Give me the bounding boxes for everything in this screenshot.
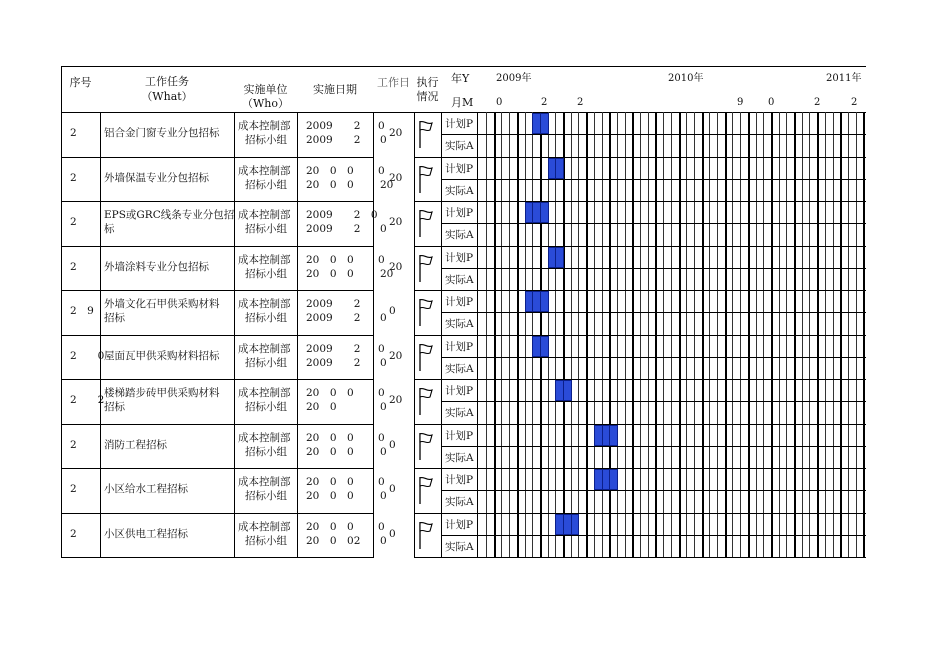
- actual-label: 实际A: [445, 496, 474, 509]
- plan-label: 计划P: [445, 251, 474, 264]
- row-workday: 0: [389, 483, 396, 496]
- plan-bar-segment: [532, 291, 533, 312]
- plan-bar-segment: [563, 514, 564, 535]
- row-task: 招标: [104, 401, 125, 414]
- row-workday: 20: [389, 171, 403, 184]
- unit-header-en: （Who）: [241, 97, 289, 110]
- plan-bar: [525, 202, 549, 223]
- row-border: [414, 157, 866, 158]
- row-seq: 2: [70, 527, 77, 540]
- row-date: 2009 2: [306, 120, 361, 133]
- row-wd-extra: 0: [380, 356, 387, 369]
- plan-bar-segment: [540, 202, 541, 223]
- row-seq: 2 0: [70, 349, 105, 362]
- actual-label: 实际A: [445, 273, 474, 286]
- plan-bar-segment: [540, 113, 541, 134]
- row-task: 屋面瓦甲供采购材料招标: [104, 349, 220, 362]
- row-unit: 招标小组: [245, 445, 287, 458]
- row-mid-border: [441, 179, 866, 180]
- row-workday: 20: [389, 127, 403, 140]
- row-date: 2009 2: [306, 312, 361, 325]
- row-border: [61, 513, 374, 514]
- plan-label: 计划P: [445, 118, 474, 130]
- row-date: 2009 2: [306, 223, 361, 236]
- row-date: 20 0 0: [306, 178, 354, 191]
- row-seq: 2 2: [70, 394, 105, 407]
- row-wd-extra: 0: [380, 490, 387, 503]
- flag-icon: [418, 119, 434, 149]
- month-cell: 2: [851, 97, 858, 108]
- row-wd-extra: 0: [378, 120, 385, 133]
- row-date: 20 0 0: [306, 267, 354, 280]
- plan-label: 计划P: [445, 296, 474, 308]
- row-border: [61, 201, 374, 202]
- row-wd-extra: 0: [380, 534, 387, 547]
- row-date: 20 0 0: [306, 445, 354, 458]
- plan-bar-segment: [563, 380, 564, 401]
- plan-bar: [548, 247, 564, 268]
- row-unit: 招标小组: [245, 134, 287, 147]
- row-task: 标: [104, 223, 115, 236]
- row-unit: 成本控制部: [238, 253, 291, 266]
- row-date: 20 0 0: [306, 431, 354, 444]
- row-unit: 招标小组: [245, 356, 287, 369]
- header-bottom-border: [61, 112, 866, 113]
- row-task: EPS或GRC线条专业分包招: [104, 209, 235, 222]
- row-wd-extra: 20: [380, 267, 394, 280]
- row-mid-border: [441, 134, 866, 135]
- row-border: [61, 157, 374, 158]
- row-unit: 成本控制部: [238, 298, 291, 311]
- row-workday: 0: [389, 305, 396, 318]
- row-unit: 招标小组: [245, 312, 287, 325]
- row-border: [414, 468, 866, 469]
- row-wd-extra: 0: [378, 253, 385, 266]
- row-date: 20 0 0: [306, 520, 354, 533]
- status-header-2: 情况: [416, 90, 439, 103]
- actual-label: 实际A: [445, 540, 474, 553]
- row-unit: 成本控制部: [238, 520, 291, 533]
- row-wd-extra: 0: [380, 445, 387, 458]
- row-unit: 招标小组: [245, 267, 287, 280]
- month-cell: 2: [814, 97, 821, 108]
- task-header: 工作任务: [145, 75, 189, 88]
- row-wd-extra: 0: [380, 134, 387, 147]
- plan-bar-segment: [602, 469, 603, 490]
- row-date: 20 0 0: [306, 490, 354, 503]
- plan-label: 计划P: [445, 207, 474, 219]
- month-label: 月M: [451, 96, 474, 109]
- row-seq: 2: [70, 438, 77, 451]
- plan-label: 计划P: [445, 385, 474, 397]
- row-seq: 2 9: [70, 305, 94, 318]
- flag-icon: [418, 431, 434, 461]
- month-cell: 2: [577, 97, 584, 108]
- row-seq: 2: [70, 127, 77, 140]
- row-unit: 成本控制部: [238, 164, 291, 177]
- plan-label: 计划P: [445, 340, 474, 353]
- month-cell: 0: [768, 97, 775, 108]
- plan-bar-segment: [609, 469, 610, 490]
- row-border: [414, 557, 866, 558]
- row-border: [414, 513, 866, 514]
- plan-bar: [548, 158, 564, 179]
- row-unit: 成本控制部: [238, 120, 291, 133]
- row-date: 20 0 0: [306, 253, 354, 266]
- row-border: [61, 290, 374, 291]
- row-task: 招标: [104, 312, 125, 325]
- row-wd-extra: 0: [378, 342, 385, 355]
- plan-bar-segment: [555, 247, 556, 268]
- row-border: [414, 246, 866, 247]
- seq-header: 序号: [69, 76, 92, 89]
- row-wd-extra: 0: [380, 223, 387, 236]
- plan-bar-segment: [555, 158, 556, 179]
- plan-bar: [594, 469, 618, 490]
- plan-bar-segment: [540, 336, 541, 357]
- flag-icon: [418, 342, 434, 372]
- row-mid-border: [441, 446, 866, 447]
- plan-bar: [525, 291, 549, 312]
- row-border: [414, 335, 866, 336]
- flag-icon: [418, 520, 434, 550]
- row-border: [61, 246, 374, 247]
- row-seq: 2: [70, 171, 77, 184]
- month-cell: 2: [541, 97, 548, 108]
- plan-label: 计划P: [445, 162, 474, 175]
- row-seq: 2: [70, 260, 77, 273]
- column-border: [61, 66, 62, 557]
- row-mid-border: [441, 312, 866, 313]
- row-mid-border: [441, 490, 866, 491]
- plan-bar-segment: [609, 425, 610, 446]
- row-mid-border: [441, 223, 866, 224]
- row-date: 2009 2: [306, 356, 361, 369]
- row-unit: 成本控制部: [238, 342, 291, 355]
- actual-label: 实际A: [445, 451, 474, 464]
- actual-label: 实际A: [445, 318, 474, 331]
- workday-header: 工作日: [377, 76, 410, 89]
- row-unit: 成本控制部: [238, 387, 291, 400]
- row-border: [61, 379, 374, 380]
- row-wd-extra: 0: [380, 401, 387, 414]
- plan-bar: [555, 514, 579, 535]
- plan-label: 计划P: [445, 429, 474, 442]
- flag-icon: [418, 297, 434, 327]
- row-wd-extra: 0: [378, 164, 385, 177]
- row-date: 2009 2: [306, 342, 361, 355]
- row-date: 2009 2 0: [306, 209, 378, 222]
- actual-label: 实际A: [445, 362, 474, 375]
- row-wd-extra: 20: [380, 178, 394, 191]
- row-wd-extra: 0: [380, 312, 387, 325]
- row-border: [414, 424, 866, 425]
- month-cell: 0: [496, 97, 503, 108]
- row-date: 20 0 0: [306, 164, 354, 177]
- row-border: [61, 468, 374, 469]
- actual-label: 实际A: [445, 407, 474, 420]
- row-date: 20 0 02: [306, 534, 361, 547]
- row-unit: 成本控制部: [238, 476, 291, 489]
- header-top-border: [61, 66, 866, 67]
- row-workday: 0: [389, 438, 396, 451]
- row-unit: 成本控制部: [238, 209, 291, 222]
- row-wd-extra: 0: [378, 387, 385, 400]
- row-workday: 20: [389, 216, 403, 229]
- row-date: 20 0: [306, 401, 337, 414]
- row-wd-extra: 0: [378, 520, 385, 533]
- row-border: [414, 290, 866, 291]
- row-task: 小区给水工程招标: [104, 483, 188, 496]
- row-mid-border: [441, 268, 866, 269]
- flag-icon: [418, 475, 434, 505]
- row-date: 2009 2: [306, 134, 361, 147]
- row-seq: 2: [70, 483, 77, 496]
- flag-icon: [418, 386, 434, 416]
- row-task: 外墙涂料专业分包招标: [104, 260, 209, 273]
- row-border: [61, 424, 374, 425]
- task-header-en: （What）: [141, 90, 193, 103]
- month-cell: 9: [737, 97, 744, 108]
- row-date: 2009 2: [306, 298, 361, 311]
- row-workday: 20: [389, 260, 403, 273]
- plan-bar-segment: [571, 514, 572, 535]
- row-task: 外墙保温专业分包招标: [104, 171, 209, 184]
- status-header-1: 执行: [416, 76, 439, 89]
- unit-header: 实施单位: [243, 83, 288, 96]
- row-unit: 招标小组: [245, 178, 287, 191]
- plan-bar-segment: [532, 202, 533, 223]
- row-border: [414, 201, 866, 202]
- row-unit: 招标小组: [245, 223, 287, 236]
- year-cell: 2011年: [826, 73, 862, 84]
- row-wd-extra: 0: [378, 431, 385, 444]
- date-header: 实施日期: [313, 83, 357, 96]
- row-unit: 成本控制部: [238, 431, 291, 444]
- year-cell: 2010年: [668, 73, 704, 84]
- row-unit: 招标小组: [245, 490, 287, 503]
- row-border: [61, 335, 374, 336]
- row-mid-border: [441, 357, 866, 358]
- row-mid-border: [441, 401, 866, 402]
- plan-bar: [594, 425, 618, 446]
- row-task: 楼梯踏步砖甲供采购材料: [104, 387, 220, 400]
- actual-label: 实际A: [445, 229, 474, 242]
- row-date: 20 0 0: [306, 476, 354, 489]
- row-mid-border: [441, 535, 866, 536]
- plan-bar-segment: [602, 425, 603, 446]
- row-task: 铝合金门窗专业分包招标: [104, 127, 220, 140]
- row-workday: 20: [389, 349, 403, 362]
- row-unit: 招标小组: [245, 534, 287, 547]
- row-unit: 招标小组: [245, 401, 287, 414]
- year-label: 年Y: [451, 72, 470, 85]
- row-workday: 0: [389, 527, 396, 540]
- row-date: 20 0 0: [306, 387, 354, 400]
- row-task: 外墙文化石甲供采购材料: [104, 298, 220, 311]
- actual-label: 实际A: [445, 140, 474, 153]
- row-task: 消防工程招标: [104, 438, 167, 451]
- plan-bar-segment: [540, 291, 541, 312]
- row-workday: 20: [389, 394, 403, 407]
- row-border: [414, 379, 866, 380]
- plan-label: 计划P: [445, 518, 474, 531]
- actual-label: 实际A: [445, 184, 474, 197]
- row-seq: 2: [70, 216, 77, 229]
- year-cell: 2009年: [496, 73, 532, 84]
- row-task: 小区供电工程招标: [104, 527, 188, 540]
- row-border: [61, 557, 374, 558]
- flag-icon: [418, 208, 434, 238]
- flag-icon: [418, 253, 434, 283]
- plan-label: 计划P: [445, 474, 474, 486]
- flag-icon: [418, 164, 434, 194]
- row-wd-extra: 0: [378, 476, 385, 489]
